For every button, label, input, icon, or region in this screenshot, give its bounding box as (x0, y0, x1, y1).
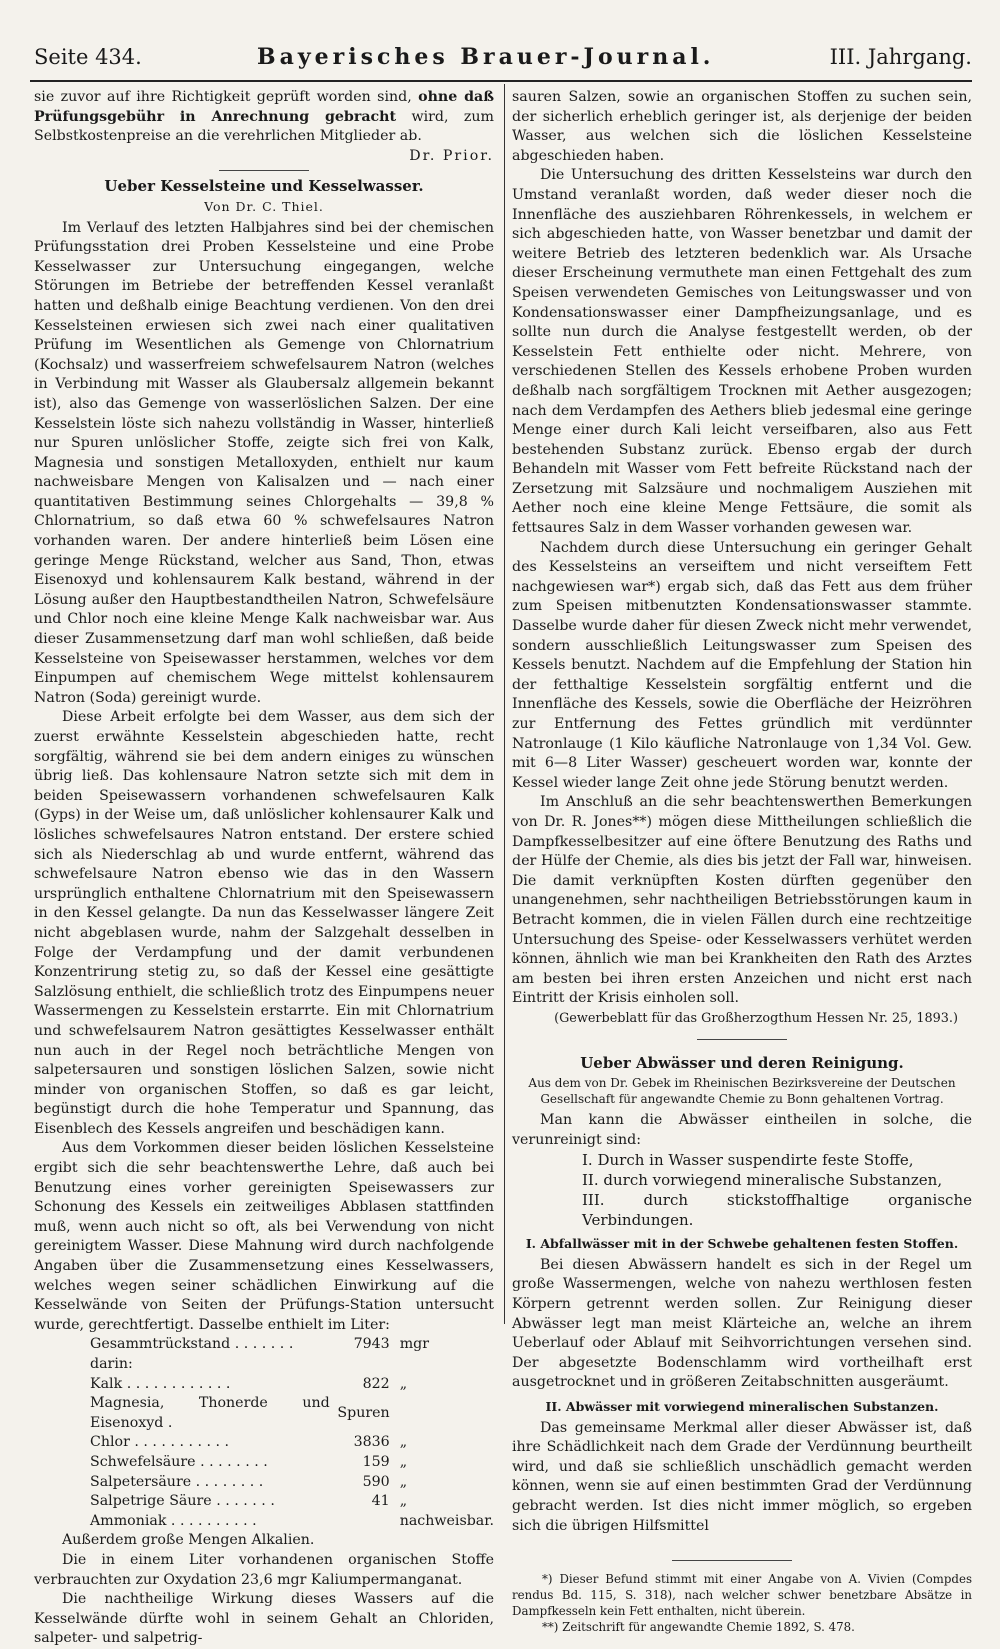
table-cell-unit: „ (399, 1493, 408, 1510)
journal-title: Bayerisches Brauer-Journal. (256, 44, 715, 70)
table-cell-unit: „ (399, 1453, 408, 1470)
table-row (34, 1375, 494, 1395)
table-cell-name: Ammoniak . . . . . . . . . . (90, 1512, 257, 1529)
table-row (34, 1433, 494, 1453)
article2-intro: Aus dem von Dr. Gebek im Rheinischen Bezirksvereine der Deutschen Gesellschaft für angewandte Chemie zu Bonn gehaltenen Vortrag. (528, 1076, 956, 1107)
intro-text-b: wird, zum Selbstkostenpreise an die verehrlichen Mitglieder ab. (34, 108, 494, 145)
left-column (34, 88, 494, 1649)
section-heading-2: II. Abwässer mit vorwiegend mineralischen Substanzen. (545, 1399, 939, 1415)
intro-text-a: sie zuvor auf ihre Richtigkeit geprüft worden sind, (34, 89, 412, 105)
list-item: III. durch stickstoffhaltige organische Verbindungen. (582, 1191, 972, 1230)
footnotes (512, 1571, 972, 1635)
table-row (34, 1335, 494, 1355)
table-cell-unit (394, 1355, 494, 1375)
page-number: Seite 434. (34, 45, 142, 69)
table-row (34, 1512, 494, 1532)
table-cell-name: Magnesia, Thonerde und Eisenoxyd . (90, 1395, 330, 1431)
page-header (34, 44, 972, 74)
paragraph: Im Anschluß an die sehr beachtenswerthen Bemerkungen von Dr. R. Jones**) mögen diese Mittheilungen schließlich die Dampfkesselbesitzer auf eine öftere Benutzung des Raths und der Hülfe der Chemie, als dies bis jetzt der Fall war, hinweisen. Die damit verknüpften Kosten dürften gegenüber den unangenehmen, sehr nachtheiligen Betriebsstörungen kaum in Betracht kommen, die in vielen Fällen durch eine rechtzeitige Untersuchung des Speise- oder Kesselwassers verhütet werden können, ähnlich wie man bei Krankheiten den Rath des Arztes am besten bei ihren ersten Anzeichen und nicht erst nach Eintritt der Krisis einholen soll. (512, 794, 972, 1007)
paragraph: Man kann die Abwässer eintheilen in solche, die verunreinigt sind: (512, 1112, 972, 1148)
table-cell-unit: nachweisbar. (399, 1512, 494, 1529)
paragraph: Im Verlauf des letzten Halbjahres sind bei der chemischen Prüfungsstation drei Proben Kesselsteine und eine Probe Kesselwasser zur Untersuchung eingegangen, welche Störungen im Betriebe der betreffenden Kessel veranlaßt hatten und deßhalb einige Beachtung verdienen. Von den drei Kesselsteinen erwiesen sich zwei nach einer qualitativen Prüfung im Wesentlichen als Gemenge von Chlornatrium (Kochsalz) und wasserfreiem schwefelsaurem Natron (welches in Verbindung mit Wasser als Glaubersalz allgemein bekannt ist), also das Gemenge von wasserlöslichen Salzen. Der eine Kesselstein löste sich nahezu vollständig in Wasser, hinterließ nur Spuren unlöslicher Stoffe, zeigte sich frei von Kalk, Magnesia und sonstigen Metalloxyden, enthielt nur kaum nachweisbare Mengen von Kalisalzen und — nach einer quantitativen Bestimmung seines Chlorgehalts — 39,8 % Chlornatrium, so daß etwa 60 % schwefelsaures Natron vorhanden waren. Der andere hinterließ beim Lösen eine geringe Menge Rückstand, welcher aus Sand, Thon, etwas Eisenoxyd und kohlensaurem Kalk bestand, während in der Lösung außer den Hauptbestandtheilen Natron, Schwefelsäure und Chlor noch eine kleine Menge Kalk nachweisbar war. Aus dieser Zusammensetzung darf man wohl schließen, daß beide Kesselsteine von Speisewasser herstammen, welches vor dem Einpumpen auf chemischem Wege mittelst kohlensaurem Natron (Soda) gereinigt wurde. (34, 219, 494, 706)
section-heading-1: I. Abfallwässer mit in der Schwebe gehaltenen festen Stoffen. (525, 1236, 959, 1252)
paragraph: sauren Salzen, sowie an organischen Stoffen zu suchen sein, der sicherlich erheblich geringer ist, als derjenige der beiden Wasser, aus welchen sich die löslichen Kesselsteine abgeschieden haben. (512, 89, 972, 164)
intro-text-bold: ohne daß Prüfungsgebühr in Anrechnung gebracht (34, 89, 494, 125)
table-cell-name: Kalk . . . . . . . . . . . . (90, 1375, 231, 1392)
intro-paragraph (34, 88, 494, 147)
table-row (34, 1473, 494, 1493)
table-cell-name: darin: (90, 1356, 133, 1372)
category-list (512, 1150, 972, 1230)
table-cell-unit: „ (399, 1434, 408, 1451)
table-row (34, 1453, 494, 1473)
analysis-table (34, 1335, 494, 1531)
table-cell-value: 822 (362, 1375, 390, 1392)
paragraph: Die Untersuchung des dritten Kesselsteins war durch den Umstand veranlaßt worden, daß weder dieser noch die Innenfläche des ausziehbaren Röhrenkessels, in welchem er sich abgeschieden hatte, von Wasser benetzbar und damit der weitere Betrieb des letzteren bedenklich war. Als Ursache dieser Erscheinung vermuthete man einen Fettgehalt des zum Speisen verwendeten Gemisches von Leitungswasser und von Kondensationswasser einer Dampfheizungsanlage, und es sollte nun durch die Analyse festgestellt werden, ob der Kesselstein Fett enthielte oder nicht. Mehrere, von verschiedenen Stellen des Kessels erhobene Proben wurden deßhalb nach sorgfältigem Trocknen mit Aether ausgezogen; nach dem Verdampfen des Aethers blieb jedesmal eine geringe Menge einer durch Kali leicht verseifbaren, also aus Fett bestehenden Substanz zurück. Ebenso ergab der durch Behandeln mit Wasser vom Fett befreite Rückstand nach der Zersetzung mit Salzsäure und nochmaligem Ausziehen mit Aether noch eine kleine Menge Fettsäure, die somit als fettsaures Salz in dem Wasser vorhanden gewesen war. (512, 167, 972, 537)
table-cell-unit: „ (399, 1375, 408, 1392)
table-cell-name: Chlor . . . . . . . . . . . (90, 1434, 230, 1451)
paragraph: Bei diesen Abwässern handelt es sich in der Regel um große Wassermengen, welche von nahezu werthlosen festen Körpern getrennt werden sollen. Zur Reinigung dieser Abwässer legt man meist Klärteiche an, welche an ihrem Ueberlauf oder Ablauf mit Seihvorrichtungen versehen sind. Der abgesetzte Bodenschlamm wird vortheilhaft erst ausgetrocknet und in größeren Zeitabschnitten ausgeräumt. (512, 1256, 972, 1391)
table-row (34, 1492, 494, 1512)
paragraph: Diese Arbeit erfolgte bei dem Wasser, aus dem sich der zuerst erwähnte Kesselstein abgeschieden hatte, recht sorgfältig, während sie bei dem andern einiges zu wünschen übrig ließ. Das kohlensaure Natron setzte sich mit dem in beiden Speisewassern vorhandenen schwefelsauren Kalk (Gyps) in der Weise um, daß unlöslicher kohlensaurer Kalk und lösliches schwefelsaures Natron entstand. Der erstere schied sich als Niederschlag ab und wurde entfernt, während das schwefelsaure Natron ebenso wie das in den Wassern ursprünglich enthaltene Chlornatrium mit den Speisewassern in den Kessel gelangte. Da nun das Kesselwasser längere Zeit nicht abgeblasen wurde, nahm der Salzgehalt desselben in Folge der Verdampfung und der damit verbundenen Konzentrirung stetig zu, so daß der Kessel eine gesättigte Salzlösung enthielt, die schließlich trotz des Einpumpens neuer Wassermengen zu Kesselstein erstarrte. Ein mit Chlornatrium und schwefelsaurem Natron gesättigtes Kesselwasser enthält nun auch in der Regel noch beträchtliche Mengen von salpetersauren und sonstigen löslichen Salzen, sowie nicht minder von organischen Stoffen, so daß es gar leicht, begünstigt durch die hohe Temperatur und Spannung, das Eisenblech des Kessels angreifen und beschädigen kann. (34, 709, 494, 1137)
article-author: Von Dr. C. Thiel. (204, 198, 324, 214)
table-cell-unit (394, 1394, 494, 1433)
column-divider (504, 84, 505, 1324)
paragraph: Die in einem Liter vorhandenen organischen Stoffe verbrauchten zur Oxydation 23,6 mgr Kaliumpermanganat. (34, 1551, 494, 1588)
footnote: **) Zeitschrift für angewandte Chemie 1892, S. 478. (542, 1620, 855, 1635)
paragraph: Aus dem Vorkommen dieser beiden löslichen Kesselsteine ergibt sich die sehr beachtenswerthe Lehre, daß auch bei Benutzung eines vorher gereinigten Speisewassers zur Schonung des Kessels ein zeitweiliges Abblasen stattfinden muß, wenn auch nicht so oft, als bei Verwendung von nicht gereinigtem Wasser. Diese Mahnung wird durch nachfolgende Angaben über die Zusammensetzung eines Kesselwassers, welches wegen seiner schädlichen Einwirkung auf die Kesselwände von Seiten der Prüfungs-Station untersucht wurde, gerechtfertigt. Dasselbe enthielt im Liter: (34, 1140, 494, 1333)
table-cell-value (330, 1355, 394, 1375)
table-cell-value: 159 (362, 1453, 390, 1470)
table-row (34, 1394, 494, 1433)
header-rule (30, 80, 972, 82)
source-citation: (Gewerbeblatt für das Großherzogthum Hessen Nr. 25, 1893.) (554, 1010, 958, 1026)
table-cell-value: 41 (371, 1493, 390, 1510)
table-cell-value (330, 1512, 394, 1532)
list-item: II. durch vorwiegend mineralische Substanzen, (582, 1171, 943, 1190)
table-cell-unit: mgr (399, 1336, 430, 1353)
separator (219, 170, 309, 171)
volume-label: III. Jahrgang. (829, 45, 972, 69)
table-cell-value: Spuren (337, 1404, 390, 1421)
right-column (512, 88, 972, 1635)
paragraph: Außerdem große Mengen Alkalien. (62, 1532, 315, 1549)
article-title: Ueber Kesselsteine und Kesselwasser. (104, 177, 424, 196)
table-cell-name: Salpetrige Säure . . . . . . . (90, 1493, 275, 1510)
table-cell-value: 3836 (353, 1434, 390, 1451)
footnote: *) Dieser Befund stimmt mit einer Angabe von A. Vivien (Compdes rendus Bd. 115, S. 318), nach welcher schwer benetzbare Absätze in Dampfkesseln kein Fett enthalten, nicht überein. (512, 1572, 972, 1619)
table-row (34, 1355, 494, 1375)
article2-title: Ueber Abwässer und deren Reinigung. (580, 1053, 904, 1072)
signature: Dr. Prior. (409, 147, 494, 164)
paragraph: Nachdem durch diese Untersuchung ein geringer Gehalt des Kesselsteins an verseiftem und nicht verseiftem Fett nachgewiesen war*) ergab sich, daß das Fett aus dem früher zum Speisen mitbenutzten Kondensationswasser stammte. Dasselbe wurde daher für diesen Zweck nicht mehr verwendet, sondern ausschließlich Leitungswasser zum Speisen des Kessels benutzt. Nachdem auf die Empfehlung der Station hin der fetthaltige Kesselstein sorgfältig entfernt und die Innenfläche des Kessels, sowie die Oberfläche der Heizröhren zur Entfernung des Fettes gründlich mit verdünnter Natronlauge (1 Kilo käufliche Natronlauge von 1,34 Vol. Gew. mit 6—8 Liter Wasser) gescheuert worden war, konnte der Kessel wieder lange Zeit ohne jede Störung benutzt werden. (512, 539, 972, 791)
table-cell-name: Schwefelsäure . . . . . . . . (90, 1453, 268, 1470)
table-cell-value: 7943 (353, 1336, 390, 1353)
table-cell-unit: „ (399, 1473, 408, 1490)
table-cell-name: Salpetersäure . . . . . . . . (90, 1473, 264, 1490)
footnote-rule (672, 1560, 792, 1561)
list-item: I. Durch in Wasser suspendirte feste Stoffe, (582, 1151, 914, 1170)
table-cell-name: Gesammtrückstand . . . . . . . (90, 1336, 294, 1353)
table-cell-value: 590 (362, 1473, 390, 1490)
separator (697, 1039, 787, 1040)
paragraph: Die nachtheilige Wirkung dieses Wassers auf die Kesselwände dürfte wohl in seinem Gehalt an Chloriden, salpeter- und salpetrig- (34, 1591, 494, 1647)
paragraph: Das gemeinsame Merkmal aller dieser Abwässer ist, daß ihre Schädlichkeit nach dem Grade der Verdünnung beurtheilt wird, und daß sie schließlich unschädlich gemacht werden können, wenn sie auf einen bestimmten Grad der Verdünnung gebracht werden. Ist dies nicht immer möglich, so ergeben sich die übrigen Hilfsmittel (512, 1419, 972, 1534)
